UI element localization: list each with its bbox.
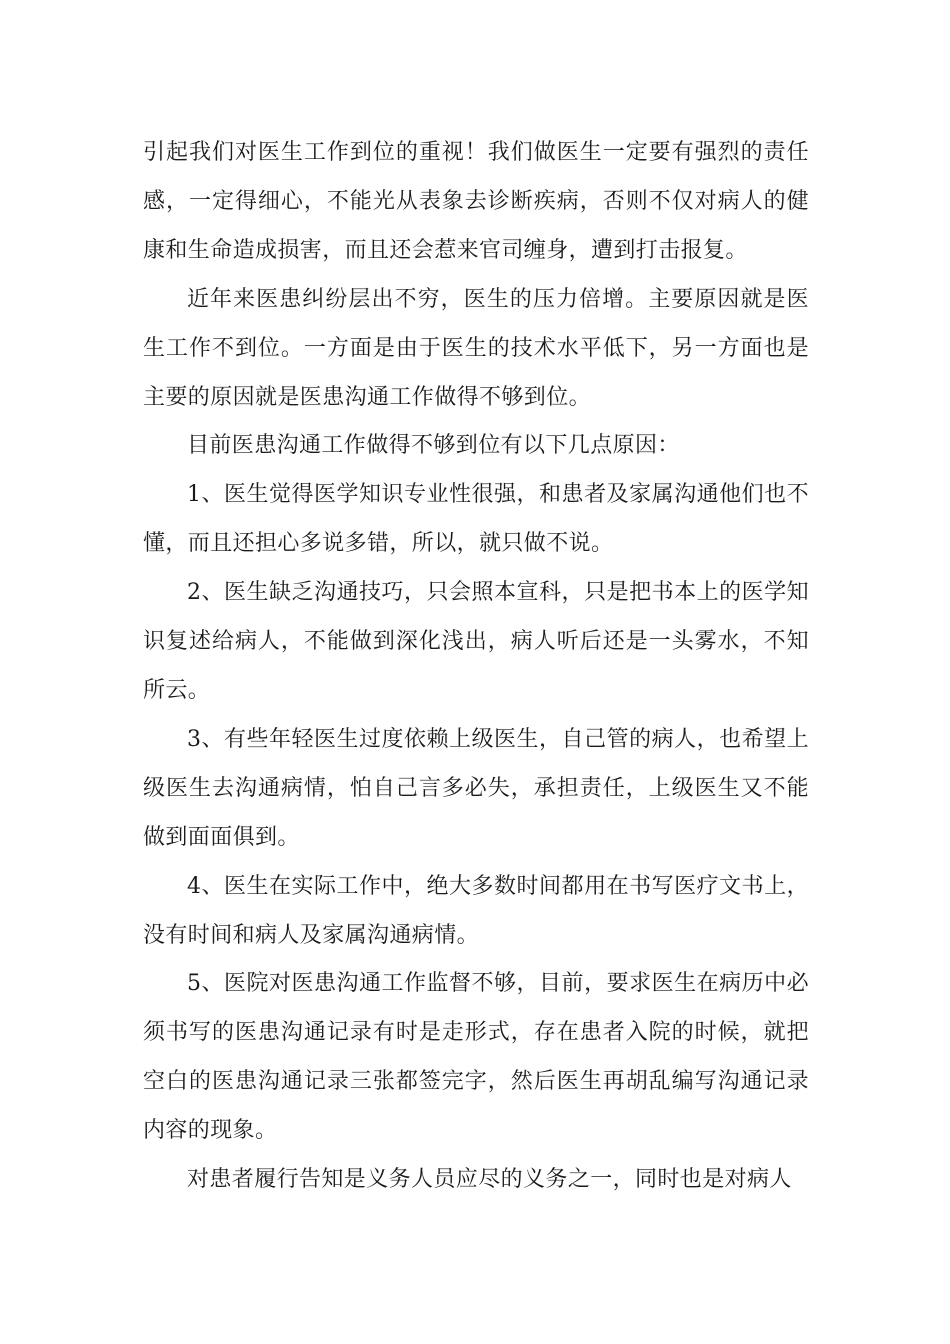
paragraph-8: 5、医院对医患沟通工作监督不够，目前，要求医生在病历中必须书写的医患沟通记录有时是走形式，存在患者入院的时候，就把空白的医患沟通记录三张都签完字，然后医生再胡乱编写沟通记录内容的现象。: [143, 971, 809, 1144]
paragraph-4: 1、医生觉得医学知识专业性很强，和患者及家属沟通他们也不懂，而且还担心多说多错，所以，就只做不说。: [143, 482, 809, 557]
paragraph-7: 4、医生在实际工作中，绝大多数时间都用在书写医疗文书上，没有时间和病人及家属沟通病情。: [143, 873, 809, 948]
document-body: [143, 129, 809, 1205]
paragraph-5: 2、医生缺乏沟通技巧，只会照本宣科，只是把书本上的医学知识复述给病人，不能做到深化浅出，病人听后还是一头雾水，不知所云。: [143, 580, 809, 703]
paragraph-3: 目前医患沟通工作做得不够到位有以下几点原因：: [187, 433, 680, 459]
paragraph-1: 引起我们对医生工作到位的重视！我们做医生一定要有强烈的责任感，一定得细心，不能光从表象去诊断疾病，否则不仅对病人的健康和生命造成损害，而且还会惹来官司缠身，遭到打击报复。: [143, 140, 809, 263]
paragraph-2: 近年来医患纠纷层出不穷，医生的压力倍增。主要原因就是医生工作不到位。一方面是由于医生的技术水平低下，另一方面也是主要的原因就是医患沟通工作做得不够到位。: [143, 286, 809, 410]
paragraph-9: 对患者履行告知是义务人员应尽的义务之一，同时也是对病人: [187, 1167, 792, 1193]
paragraph-6: 3、有些年轻医生过度依赖上级医生，自己管的病人，也希望上级医生去沟通病情，怕自己言多必失，承担责任，上级医生又不能做到面面俱到。: [143, 726, 809, 850]
